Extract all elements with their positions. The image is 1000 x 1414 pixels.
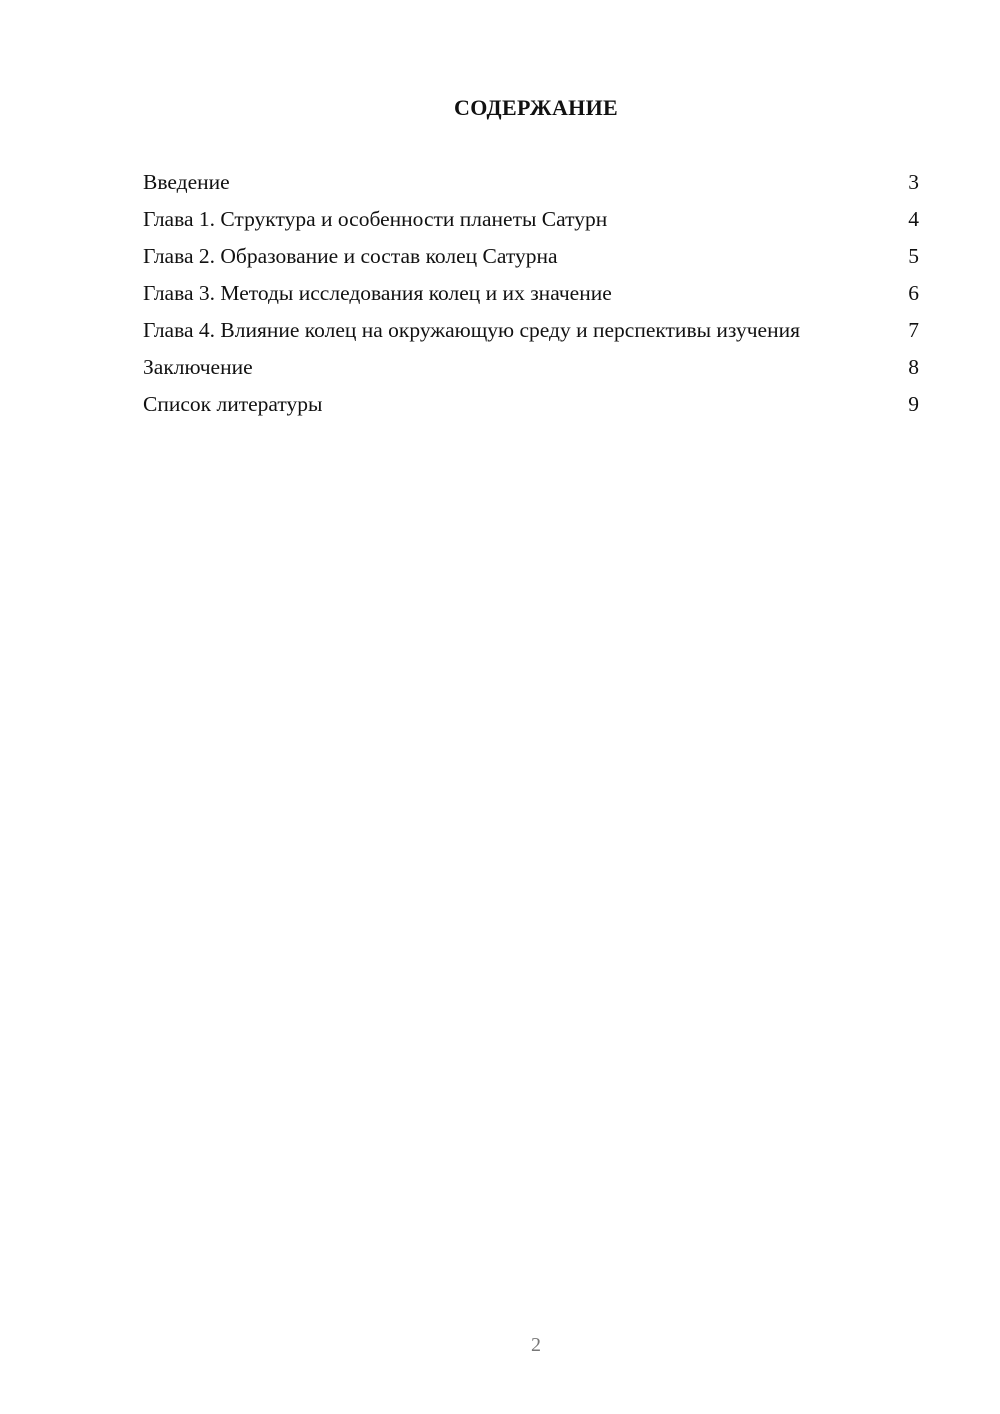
toc-entry-label: Глава 2. Образование и состав колец Сатурна [143, 244, 558, 268]
toc-entry-label: Глава 1. Структура и особенности планеты Сатурн [143, 207, 608, 231]
toc-entry-label: Список литературы [143, 392, 323, 416]
toc-entry-page: 5 [908, 244, 919, 268]
toc-entry-conclusion[interactable] [143, 353, 919, 381]
toc-entry-chapter-3[interactable] [143, 279, 919, 307]
toc-entry-page: 4 [908, 207, 919, 231]
toc-entry-page: 9 [908, 392, 919, 416]
toc-entry-introduction[interactable] [143, 168, 919, 196]
toc-entry-chapter-1[interactable] [143, 205, 919, 233]
toc-entry-page: 8 [908, 355, 919, 379]
toc-entry-chapter-4[interactable] [143, 316, 919, 344]
toc-title: СОДЕРЖАНИЕ [454, 95, 618, 120]
toc-entry-label: Глава 4. Влияние колец на окружающую среду и перспективы изучения [143, 318, 800, 342]
page-number: 2 [531, 1334, 541, 1356]
toc-entry-page: 3 [908, 170, 919, 194]
toc-entry-chapter-2[interactable] [143, 242, 919, 270]
toc-entry-label: Глава 3. Методы исследования колец и их значение [143, 281, 612, 305]
toc-entry-page: 6 [908, 281, 919, 305]
toc-entry-label: Введение [143, 170, 230, 194]
toc-entry-page: 7 [908, 318, 919, 342]
toc-entry-label: Заключение [143, 355, 253, 379]
toc-entry-references[interactable] [143, 390, 919, 418]
table-of-contents [143, 168, 919, 427]
